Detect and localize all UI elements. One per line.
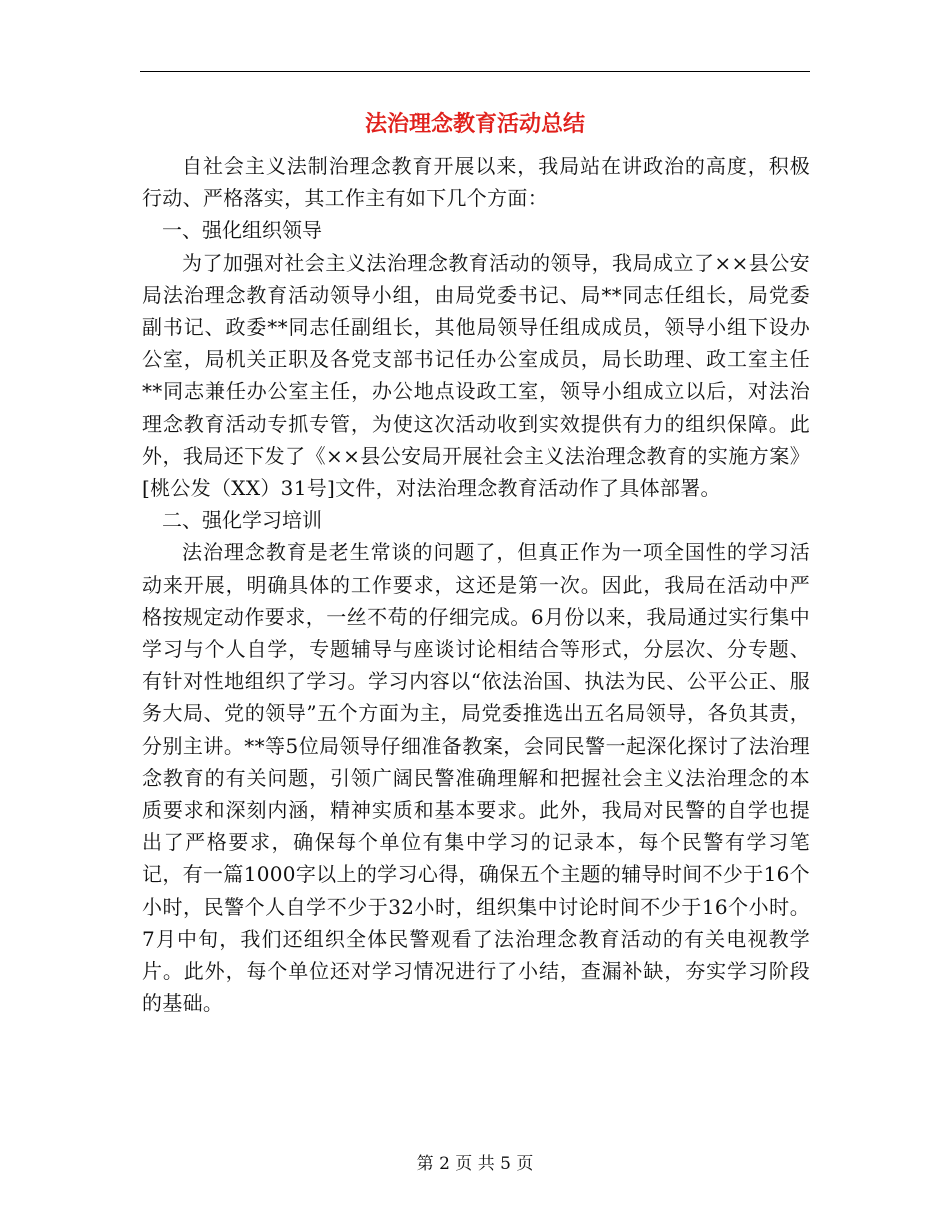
header-rule [140,71,810,72]
document-title: 法治理念教育活动总结 [364,112,585,137]
document-body [142,150,810,1019]
section-heading-1: 一、强化组织领导 [162,218,322,243]
page-number: 第 2 页 共 5 页 [416,1154,534,1174]
section-heading-2: 二、强化学习培训 [162,508,322,533]
section-paragraph-1: 为了加强对社会主义法治理念教育活动的领导，我局成立了××县公安局法治理念教育活动领导小组，由局党委书记、局**同志任组长，局党委副书记、政委**同志任副组长，其他局领导任组成成员，领导小组下设办公室，局机关正职及各党支部书记任办公室成员，局长助理、政工室主任**同志兼任办公室主任，办公地点设政工室，领导小组成立以后，对法治理念教育活动专抓专管，为使这次活动收到实效提供有力的组织保障。此外，我局还下发了《××县公安局开展社会主义法治理念教育的实施方案》[桃公发（XX）31号]文件，对法治理念教育活动作了具体部署。 [142,250,810,501]
intro-paragraph: 自社会主义法制治理念教育开展以来，我局站在讲政治的高度，积极行动、严格落实，其工作主有如下几个方面： [142,154,810,211]
section-paragraph-2: 法治理念教育是老生常谈的问题了，但真正作为一项全国性的学习活动来开展，明确具体的工作要求，这还是第一次。因此，我局在活动中严格按规定动作要求，一丝不苟的仔细完成。6月份以来，我局通过实行集中学习与个人自学，专题辅导与座谈讨论相结合等形式，分层次、分专题、有针对性地组织了学习。学习内容以“依法治国、执法为民、公平公正、服务大局、党的领导”五个方面为主，局党委推选出五名局领导，各负其责，分别主讲。**等5位局领导仔细准备教案，会同民警一起深化探讨了法治理念教育的有关问题，引领广阔民警准确理解和把握社会主义法治理念的本质要求和深刻内涵，精神实质和基本要求。此外，我局对民警的自学也提出了严格要求，确保每个单位有集中学习的记录本，每个民警有学习笔记，有一篇1000字以上的学习心得，确保五个主题的辅导时间不少于16个小时，民警个人自学不少于32小时，组织集中讨论时间不少于16个小时。7月中旬，我们还组织全体民警观看了法治理念教育活动的有关电视教学片。此外，每个单位还对学习情况进行了小结，查漏补缺，夯实学习阶段的基础。 [142,540,810,1016]
